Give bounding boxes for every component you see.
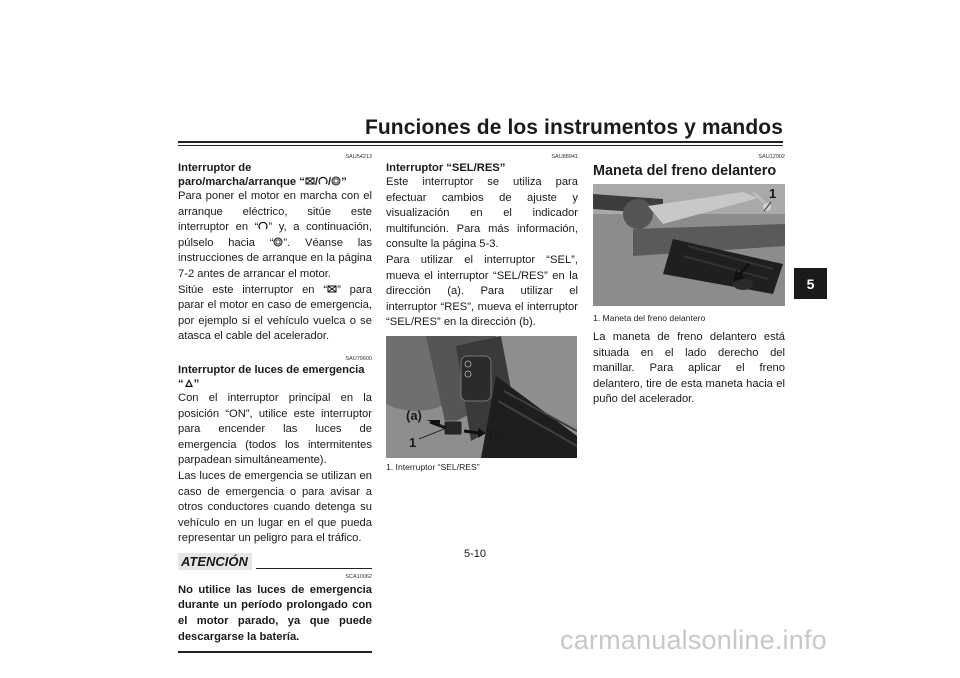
text: ” para parar el motor en caso de emergencia, por ejemplo si el vehículo vuelca o se atasca el cable del acelerador. bbox=[178, 283, 372, 343]
attention-bottom-rule bbox=[178, 651, 372, 653]
page-number: 5-10 bbox=[464, 548, 487, 560]
start-icon bbox=[273, 237, 283, 247]
paragraph: Con el interruptor principal en la posición “ON”, utilice este interruptor para encender las luces de emergencia (todos los intermitentes parpadean simultáneamente). bbox=[178, 391, 372, 467]
sel-res-switch-photo bbox=[386, 336, 577, 458]
section-code: SAU79600 bbox=[345, 355, 372, 362]
heading-text: / bbox=[314, 176, 318, 188]
heading-text: / bbox=[327, 176, 332, 188]
attention-rule bbox=[256, 568, 372, 569]
label-1: 1 bbox=[409, 434, 417, 450]
attention-box bbox=[178, 553, 372, 653]
label-a: (a) bbox=[406, 407, 422, 423]
stop-icon bbox=[327, 284, 337, 294]
header-rule bbox=[178, 141, 783, 143]
text: Para poner el motor en marcha con el arranque eléctrico, sitúe este interruptor en “ bbox=[178, 190, 372, 234]
heading-text: ” bbox=[341, 176, 347, 188]
chapter-tab: 5 bbox=[794, 268, 827, 299]
figure-caption: 1. Interruptor “SEL/RES” bbox=[386, 461, 480, 472]
watermark: carmanualsonline.info bbox=[560, 625, 827, 655]
section-code: SAU88941 bbox=[551, 154, 578, 160]
paragraph: La maneta de freno delantero está situada en el lado derecho del manillar. Para aplicar el freno delantero, tire de esta maneta hacia el puño del acelerador. bbox=[593, 331, 785, 406]
paragraph: Este interruptor se utiliza para efectuar cambios de ajuste y visualización en el indicador multifunción. Para más información, consulte la página 5-3. bbox=[386, 176, 578, 251]
page-header-title: Funciones de los instrumentos y mandos bbox=[364, 116, 783, 139]
label-b: (b) bbox=[489, 425, 506, 441]
column-3 bbox=[593, 150, 785, 408]
heading-text: Interruptor de luces de emergencia “ bbox=[178, 363, 365, 390]
text: Sitúe este interruptor en “ bbox=[178, 283, 328, 296]
text: ” y, a continuación, púlselo hacia “ bbox=[178, 221, 373, 249]
figure-caption: 1. Maneta del freno delantero bbox=[593, 313, 706, 323]
section-code: SCA10062 bbox=[345, 573, 372, 580]
brake-lever-illustration bbox=[593, 184, 785, 306]
section-heading-sel-res: Interruptor “SEL/RES” bbox=[386, 162, 506, 174]
section-code: SAU54213 bbox=[345, 154, 372, 160]
attention-title: ATENCIÓN bbox=[178, 553, 252, 570]
run-icon bbox=[258, 221, 268, 231]
paragraph bbox=[178, 283, 372, 345]
column-2 bbox=[386, 150, 578, 473]
run-icon bbox=[318, 176, 328, 186]
section-heading-front-brake: Maneta del freno delantero bbox=[593, 163, 777, 179]
paragraph bbox=[178, 189, 372, 283]
start-icon bbox=[331, 176, 341, 186]
front-brake-photo bbox=[593, 184, 785, 306]
column-1 bbox=[178, 150, 372, 653]
text: ”. Véanse las instrucciones de arranque en la página 7-2 antes de arrancar el motor. bbox=[178, 236, 372, 280]
hazard-icon bbox=[184, 378, 194, 388]
label-1: 1 bbox=[769, 186, 777, 201]
heading-text: paro/marcha/arranque “ bbox=[178, 176, 305, 188]
paragraph: Para utilizar el interruptor “SEL”, mueva el interruptor “SEL/RES” en la dirección (a). Para utilizar el interruptor “RES”, mueva el interruptor “SEL/RES” en la dirección (b). bbox=[386, 253, 578, 329]
heading-text: Interruptor de bbox=[178, 162, 252, 174]
section-heading-engine-switch bbox=[178, 161, 372, 189]
header-rule-thin bbox=[178, 145, 783, 146]
attention-text: No utilice las luces de emergencia durante un período prolongado con el motor parado, ya que puede descargarse la batería. bbox=[178, 583, 372, 643]
section-heading-hazard bbox=[178, 363, 372, 391]
heading-text: ” bbox=[193, 377, 200, 390]
section-code: SAU12902 bbox=[758, 154, 785, 160]
stop-icon bbox=[305, 176, 315, 186]
paragraph: Las luces de emergencia se utilizan en caso de emergencia o para avisar a otros conductores cuando detenga su vehículo en un lugar en el que pueda representar un peligro para el tráfico. bbox=[178, 469, 372, 545]
